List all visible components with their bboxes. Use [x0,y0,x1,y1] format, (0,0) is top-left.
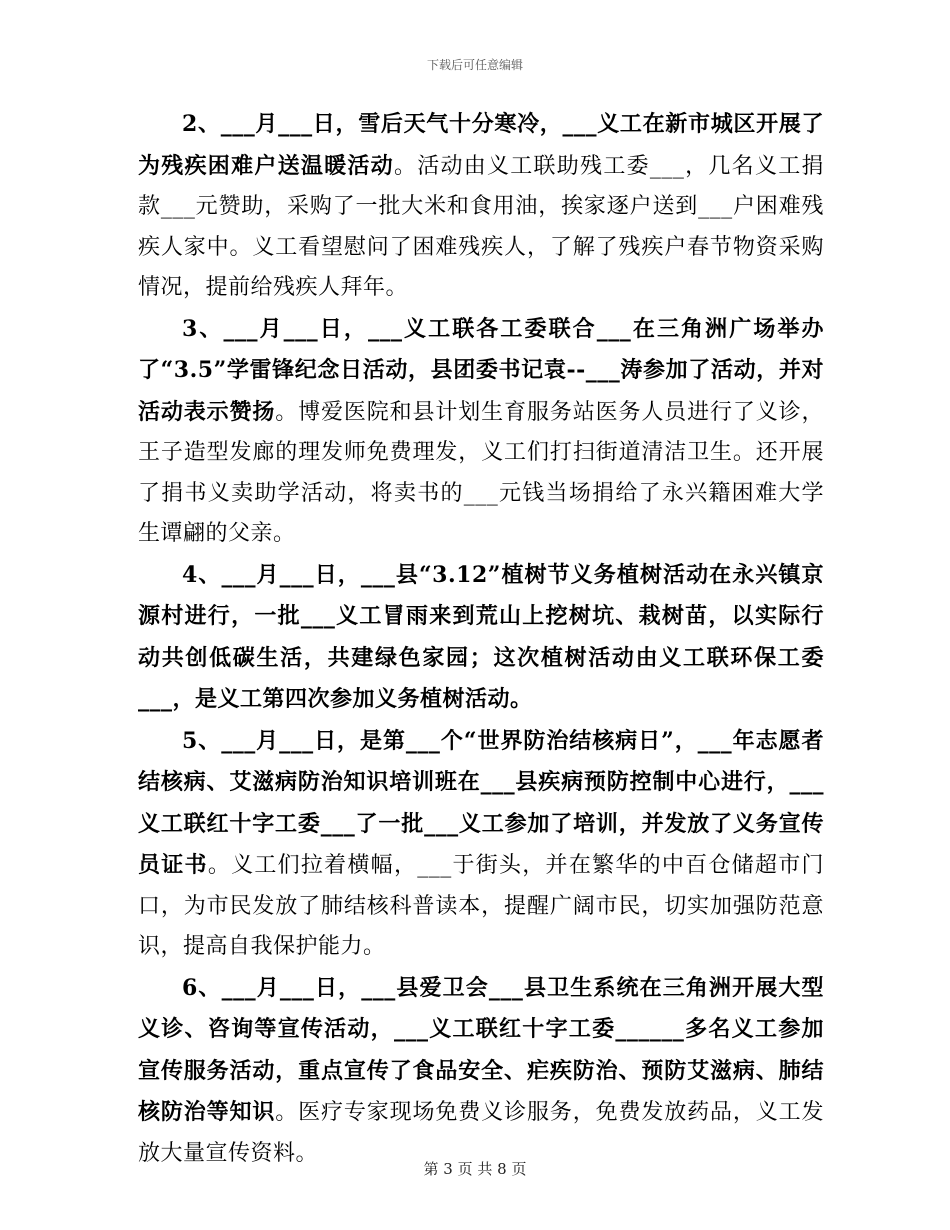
paragraph-item-6 [138,968,824,1175]
paragraph-body-text: 。活动由义工联助残工委___，几名义工捐款___元赞助，采购了一批大米和食用油，挨家逐户送到___户困难残疾人家中。义工看望慰问了困难残疾人，了解了残疾户春节物资采购情况，提前给残疾人拜年。 [138,153,824,300]
paragraph-lead-text: 3、___月___日，___义工联各工委联合___在三角洲广场举办了“3.5”学雷锋纪念日活动，县团委书记袁--___涛参加了活动，并对活动表示赞扬 [138,315,824,425]
page-header-note: 下载后可任意编辑 [426,58,523,72]
paragraph-lead-text: 2、___月___日，雪后天气十分寒冷，___义工在新市城区开展了为残疾困难户送温暖活动 [138,111,824,179]
paragraph-item-4 [138,555,824,721]
paragraph-body-text: 。义工们拉着横幅，___于街头，并在繁华的中百仓储超市门口，为市民发放了肺结核科普读本，提醒广阔市民，切实加强防范意识，提高自我保护能力。 [138,853,824,959]
paragraph-body-text: 。医疗专家现场免费义诊服务，免费发放药品，义工发放大量宣传资料。 [138,1100,824,1166]
paragraph-item-2 [138,104,824,309]
paragraph-lead-text: 6、___月___日，___县爱卫会___县卫生系统在三角洲开展大型义诊、咨询等宣传活动，___义工联红十字工委______多名义工参加宣传服务活动，重点宣传了食品安全、疟疾防治、预防艾滋病、肺结核防治等知识 [138,974,824,1125]
paragraph-body-text: 。博爱医院和县计划生育服务站医务人员进行了义诊，王子造型发廊的理发师免费理发，义工们打扫街道清洁卫生。还开展了捐书义卖助学活动，将卖书的___元钱当场捐给了永兴籍困难大学生谭翩的父亲。 [138,399,824,546]
paragraph-item-5 [138,721,824,968]
paragraph-lead-text: 4、___月___日，___县“3.12”植树节义务植树活动在永兴镇京源村进行，一批___义工冒雨来到荒山上挖树坑、栽树苗，以实际行动共创低碳生活，共建绿色家园；这次植树活动由义工联环保工委___，是义工第四次参加义务植树活动。 [138,561,824,712]
paragraph-lead-text: 5、___月___日，是第___个“世界防治结核病日”，___年志愿者结核病、艾滋病防治知识培训班在___县疾病预防控制中心进行，___义工联红十字工委___了一批___义工参加了培训，并发放了义务宣传员证书 [138,727,824,878]
paragraph-item-3 [138,309,824,555]
page-number-footer: 第 3 页 共 8 页 [423,1160,527,1178]
document-body [138,104,824,1174]
